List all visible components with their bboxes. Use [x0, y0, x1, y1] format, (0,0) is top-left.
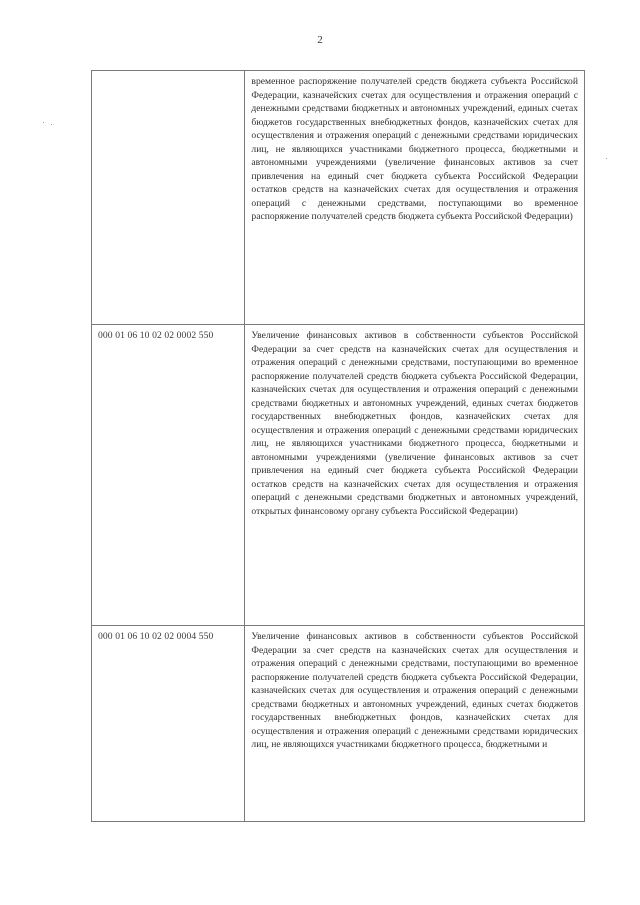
table-row: [92, 325, 585, 626]
scan-speck: [606, 158, 607, 159]
table-row: [92, 626, 585, 822]
table-row: [92, 71, 585, 325]
budget-classification-table: [91, 70, 585, 822]
budget-code-cell: [92, 71, 245, 325]
description-text: Увеличение финансовых активов в собственности субъектов Российской Федерации за счет средств на казначейских счетах для осуществления и отражения операций с денежными средствами, поступающими во временное распоряжение получателей средств бюджета субъекта Российской Федерации, казначейских счетах для осуществления и отражения операций с денежными средствами бюджетных и автономных учреждений, единых счетах бюджетов государственных внебюджетных фондов, казначейских счетах для осуществления и отражения операций с денежными средствами юридических лиц, не являющихся участниками бюджетного процесса, бюджетными и: [251, 631, 578, 750]
scan-speck: [43, 122, 44, 123]
page-number: 2: [317, 34, 323, 46]
budget-code-cell: 000 01 06 10 02 02 0004 550: [92, 626, 245, 822]
description-cell: Увеличение финансовых активов в собственности субъектов Российской Федерации за счет средств на казначейских счетах для осуществления и отражения операций с денежными средствами, поступающими во временное распоряжение получателей средств бюджета субъекта Российской Федерации, казначейских счетах для осуществления и отражения операций с денежными средствами бюджетных и автономных учреждений, единых счетах бюджетов государственных внебюджетных фондов, казначейских счетах для осуществления и отражения операций с денежными средствами юридических лиц, не являющихся участниками бюджетного процесса, бюджетными и автономными учреждениями (увеличение финансовых активов за счет привлечения на единый счет бюджета субъекта Российской Федерации остатков средств на казначейских счетах для осуществления и отражения операций с денежными средствами бюджетных и автономных учреждений, открытых финансовому органу субъекта Российской Федерации): [245, 325, 585, 626]
description-cell: временное распоряжение получателей средств бюджета субъекта Российской Федерации, казначейских счетах для осуществления и отражения операций с денежными средствами бюджетных и автономных учреждений, единых счетах бюджетов государственных внебюджетных фондов, казначейских счетах для осуществления и отражения операций с денежными средствами юридических лиц, не являющихся участниками бюджетного процесса, бюджетными и автономными учреждениями (увеличение финансовых активов за счет привлечения на единый счет бюджета субъекта Российской Федерации остатков средств на казначейских счетах для осуществления и отражения операций с денежными средствами, поступающими во временное распоряжение получателей средств бюджета субъекта Российской Федерации): [245, 71, 585, 325]
scan-speck: [51, 124, 52, 125]
budget-code-cell: 000 01 06 10 02 02 0002 550: [92, 325, 245, 626]
description-cell: [245, 626, 585, 822]
